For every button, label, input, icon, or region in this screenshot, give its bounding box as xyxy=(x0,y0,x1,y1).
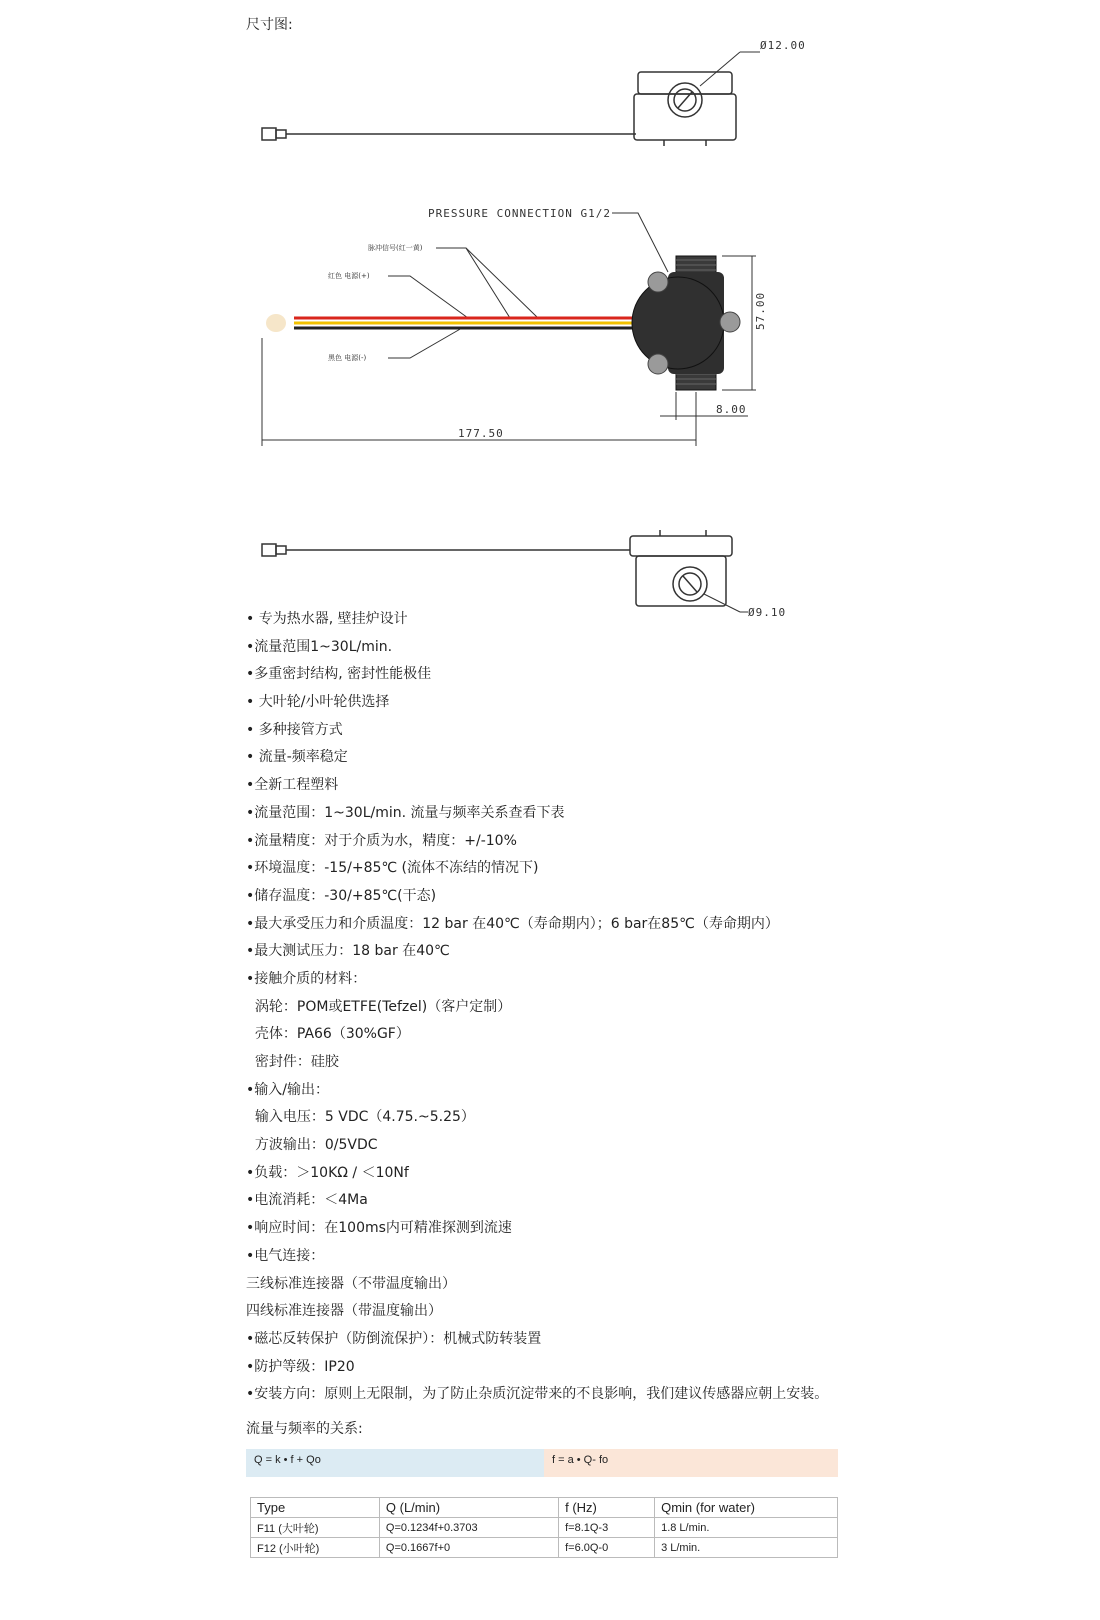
header-type: Type xyxy=(251,1498,380,1518)
flow-frequency-table xyxy=(250,1497,838,1558)
feature-item: •流量范围：1~30L/min. 流量与频率关系查看下表 xyxy=(246,804,565,821)
feature-item: • 专为热水器, 壁挂炉设计 xyxy=(246,611,408,627)
table-title: 流量与频率的关系: xyxy=(246,1421,363,1437)
cell: f=6.0Q-0 xyxy=(559,1538,655,1558)
header-q: Q (L/min) xyxy=(379,1498,558,1518)
bottom-view xyxy=(262,530,748,612)
cell: F12 (小叶轮) xyxy=(251,1538,380,1558)
cell: 3 L/min. xyxy=(655,1538,838,1558)
feature-item: •电流消耗：＜4Ma xyxy=(246,1192,368,1209)
red-leader xyxy=(388,276,468,318)
pressure-leader xyxy=(612,213,668,272)
feature-item: •多重密封结构, 密封性能极佳 xyxy=(246,666,432,683)
wire-red-label: 红色 电源(+) xyxy=(328,272,370,280)
feature-item: 方波输出：0/5VDC xyxy=(246,1137,378,1154)
header-qmin: Qmin (for water) xyxy=(655,1498,838,1518)
feature-item: • 多种接管方式 xyxy=(246,721,343,738)
cell: f=8.1Q-3 xyxy=(559,1518,655,1538)
top-connector-sleeve xyxy=(276,130,286,138)
dim-top-diameter: Ø12.00 xyxy=(760,39,806,52)
wire-harness xyxy=(266,314,636,332)
page-title: 尺寸图: xyxy=(246,17,293,33)
feature-item: 三线标准连接器（不带温度输出） xyxy=(246,1275,456,1292)
feature-item: •负载：＞10KΩ / ＜10Nf xyxy=(246,1164,409,1181)
feature-item: •流量精度：对于介质为水，精度：+/-10% xyxy=(246,832,517,849)
wire-signal-label: 脉冲信号(红一黄) xyxy=(368,244,423,252)
formula-q: Q = k • f + Qo xyxy=(246,1449,544,1477)
feature-item: •电气连接： xyxy=(246,1247,325,1264)
cell: Q=0.1234f+0.3703 xyxy=(379,1518,558,1538)
feature-item: •最大承受压力和介质温度：12 bar 在40℃（寿命期内）；6 bar在85℃（寿命期内） xyxy=(246,915,779,932)
feature-item: 涡轮：POM或ETFE(Tefzel)（客户定制） xyxy=(246,998,512,1015)
pressure-connection-label: PRESSURE CONNECTION G1/2 xyxy=(428,207,611,220)
feature-item: 输入电压：5 VDC（4.75.~5.25） xyxy=(246,1109,475,1126)
signal-leader-1 xyxy=(436,248,510,318)
feature-item: •最大测试压力：18 bar 在40℃ xyxy=(246,943,450,960)
table-row xyxy=(251,1538,838,1558)
feature-item: •储存温度：-30/+85℃(干态) xyxy=(246,887,437,904)
feature-item: •安装方向：原则上无限制，为了防止杂质沉淀带来的不良影响，我们建议传感器应朝上安装。 xyxy=(246,1386,829,1403)
feature-item: 四线标准连接器（带温度输出） xyxy=(246,1303,442,1320)
black-leader xyxy=(388,328,462,358)
feature-item: •环境温度：-15/+85℃ (流体不冻结的情况下) xyxy=(246,860,539,877)
dimension-drawing xyxy=(0,0,1100,640)
feature-item: •输入/输出： xyxy=(246,1081,329,1098)
feature-item: •磁芯反转保护（防倒流保护）：机械式防转装置 xyxy=(246,1330,542,1347)
wire-black-label: 黑色 电源(-) xyxy=(328,354,367,362)
sensor-body xyxy=(632,256,740,390)
cell: Q=0.1667f+0 xyxy=(379,1538,558,1558)
top-view xyxy=(262,52,760,146)
formula-bar xyxy=(246,1449,838,1477)
formula-f: f = a • Q- fo xyxy=(544,1449,838,1477)
feature-item: • 大叶轮/小叶轮供选择 xyxy=(246,694,390,711)
feature-item: • 流量-频率稳定 xyxy=(246,749,348,766)
feature-item: 密封件：硅胶 xyxy=(246,1054,339,1070)
dim-width-small: 8.00 xyxy=(716,403,747,416)
feature-item: 壳体：PA66（30%GF） xyxy=(246,1026,410,1043)
feature-list xyxy=(246,606,966,1409)
signal-leader-2 xyxy=(466,248,538,318)
dim-bottom-diameter: Ø9.10 xyxy=(748,606,787,619)
dim-length: 177.50 xyxy=(458,427,504,440)
header-f: f (Hz) xyxy=(559,1498,655,1518)
feature-item: •流量范围1~30L/min. xyxy=(246,638,393,655)
cell: 1.8 L/min. xyxy=(655,1518,838,1538)
feature-item: •防护等级：IP20 xyxy=(246,1358,355,1375)
table-row xyxy=(251,1518,838,1538)
cell: F11 (大叶轮) xyxy=(251,1518,380,1538)
top-connector-plug xyxy=(262,128,276,140)
feature-item: •全新工程塑料 xyxy=(246,777,339,794)
table-header-row xyxy=(251,1498,838,1518)
feature-item: •接触介质的材料： xyxy=(246,970,367,987)
dim-height: 57.00 xyxy=(754,291,767,330)
feature-item: •响应时间：在100ms内可精准探测到流速 xyxy=(246,1220,512,1237)
